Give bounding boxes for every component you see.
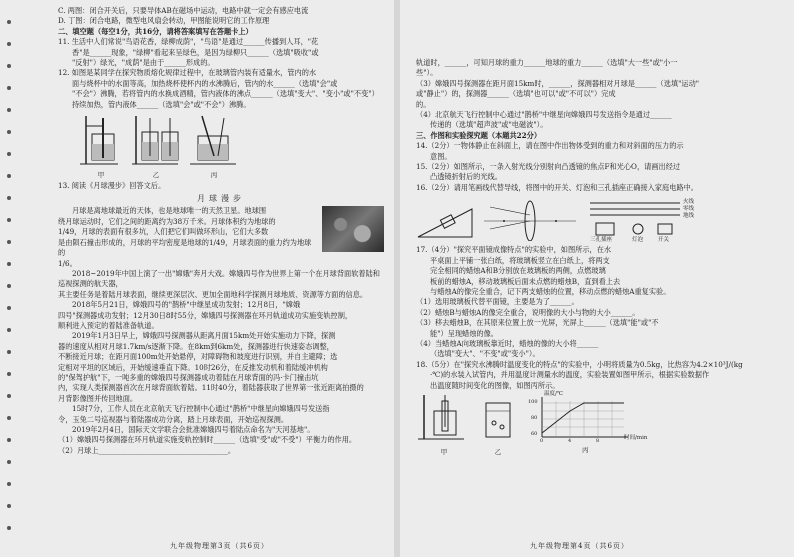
exam-page-right: [400, 0, 794, 557]
option-c: C. 两图：闭合开关后，只要导体AB在磁场中运动，电路中就一定会有感应电流: [58, 6, 309, 15]
figure-jia: [78, 112, 124, 179]
figure-bing-label: 丙: [582, 445, 589, 454]
article-line: 2019年2月4日，国际天文学联合会批准嫦娥四号着陆点命名为"天河基地"。: [72, 425, 315, 434]
article-line: 顺利进入预定的着陆准备轨道。: [58, 320, 159, 330]
q13-cont-line: 的。: [416, 99, 431, 109]
figure-yi-label: 乙: [494, 447, 502, 456]
article-line: 2019年1月3日早上，嫦娥四号探测器从距离月面15km处开始实施动力下降，探测: [72, 331, 336, 341]
article-line: 是由陨石撞击形成的，月球的平均密度是地球的1/49，月球表面的重力约为地球的: [58, 237, 312, 258]
section-2-title: 二、填空题（每空1分，共16分，请将答案填写在答题卡上）: [58, 26, 253, 36]
q14-line: 意图。: [430, 151, 452, 161]
graph-ylabel: 温度/℃: [544, 390, 564, 397]
figure-jia-label: 甲: [97, 171, 105, 180]
graph-xtick: 0: [540, 437, 544, 444]
page-footer-right: 九年级物理第4页（共6页）: [530, 542, 629, 550]
graph-ytick: 60: [531, 430, 538, 437]
article-line: 的"保驾护航"下，一吨多重的嫦娥四号探测器成功着陆在月球背面的冯·卡门撞击坑: [58, 372, 319, 382]
q15-line: 15.（2分）如图所示，一条入射光线分别射向凸透镜的焦点F和光心O，请画出经过: [416, 162, 681, 172]
article-line: 令，玉兔二号巡视器与着陆器成功分离，踏上月球表面，开始巡视探测。: [58, 414, 289, 424]
article-line: 内，实现人类探测器首次在月球背面软着陆。11时40分，着陆器获取了世界第一张近距离拍摄的: [58, 383, 364, 393]
article-line: 1/6。: [58, 258, 77, 268]
q17-line: 与蜡烛A的像完全重合，记下两支蜡烛的位置，移动点燃的蜡烛A重复实验。: [430, 286, 671, 296]
article-line: 其主要任务是着陆月球表面，继续更深层次、更加全面地科学探测月球地质、资源等方面的信息。: [58, 289, 368, 299]
graph-xtick: 4: [568, 437, 572, 444]
graph-ytick: 80: [531, 414, 538, 421]
q13-cont-line: 传递的（选填"超声波"或"电磁波"）。: [430, 120, 548, 130]
q13-cont-line: 或"静止"）的，探测器______（选填"也可以"或"不可以"）完成: [416, 89, 616, 99]
wire-label-live: 火线: [683, 199, 695, 206]
q18-line: 18.（5分）在"探究水沸腾时温度变化的特点"的实验中，小明将质量为0.5kg，比热容为4.2×10³J/(kg: [416, 359, 743, 369]
q18-line: 出温度随时间变化的图像，如图丙所示。: [430, 380, 560, 390]
q17-sub: （3）移去蜡烛B，在其原来位置上放一光屏，光屏上______（选填"能"或"不: [416, 318, 659, 328]
q17-sub: （1）选用玻璃板代替平面镜，主要是为了______。: [416, 297, 579, 307]
q11-line-2: 香"是______现象，"绿柳"看起来呈绿色，是因为绿柳只______（选填"吸收"或: [72, 47, 319, 57]
article-line: 2018年5月21日，嫦娥四号的"鹊桥"中继星成功发射；12月8日，"嫦娥: [72, 300, 301, 310]
q16-line: 16.（2分）请用笔画线代替导线，将图中的开关、灯泡和三孔插座正确接入家庭电路中。: [416, 182, 698, 192]
q13-cont-line: 些"）。: [416, 68, 438, 78]
q17-line: 板前的蜡烛A，移动玻璃板后面未点燃的蜡烛B，直到看上去: [430, 276, 621, 286]
figure-yi-label: 乙: [152, 171, 160, 180]
q12-line-4: 持续加热，管内液体______（选填"会"或"不会"）沸腾。: [72, 99, 251, 109]
option-d: D. 丁图：闭合电路，微型电风扇会转动，甲图能说明它的工作原理: [58, 16, 270, 26]
figure-yi: [130, 112, 182, 179]
exam-page-left: [0, 0, 394, 557]
figure-jia-label: 甲: [440, 447, 448, 456]
wire-label-neutral: 零线: [683, 206, 695, 213]
q18-line: ·℃)的水装入试管内，并用温度计测量水的温度，实验装置如图甲所示，根据实验数据作: [430, 370, 710, 380]
q12-line-1: 12. 如图是某同学在探究物质熔化规律过程中，在玻璃管内装有适量水，管内的水: [58, 68, 317, 78]
q13-sub-1: （1）嫦娥四号探测器在环月轨道实施变轨控制时______（选填"受"或"不受"）平衡力的作用。: [58, 435, 357, 445]
page-footer-left: 九年级物理第3页（共6页）: [170, 542, 269, 550]
q13-sub-2: （2）月球上____________________________________。: [58, 445, 236, 455]
article-line: 月背影像图并传回地面。: [58, 393, 138, 403]
article-line: 定相对平坦的区域后，开始缓速垂直下降。10时26分，在反推发动机和着陆缓冲机构: [58, 362, 328, 372]
boiling-apparatus: [416, 393, 472, 456]
q17-sub: （选填"变大"、"不变"或"变小"）。: [430, 349, 540, 359]
article-line: 绕月球运动时，它们之间的距离约为38万千米。月球体积约为地球的: [58, 216, 276, 226]
q12-line-3: "不会"）沸腾，若将管内的水换成酒精，管内液体的沸点______（选填"变大"、"变小"或"不变"）: [72, 89, 379, 99]
graph-xtick: 8: [596, 437, 600, 444]
temperature-graph: [524, 390, 654, 454]
q17-sub: （2）蜡烛B与蜡烛A的像完全重合，说明像的大小与物的大小______。: [416, 307, 640, 317]
beaker-figure: [480, 393, 516, 456]
q15-line: 凸透镜折射后的光线。: [430, 172, 502, 182]
incline-diagram: [416, 197, 474, 241]
switch-label: 开关: [658, 237, 670, 244]
q12-figures: [78, 112, 384, 179]
article-line: 2018~2019年中国上演了一出"嫦娥"奔月大戏。嫦娥四号作为世界上第一个在月球背面软着陆和巡视探测的航天器，: [58, 268, 380, 289]
q13-line: 13. 阅读《月球漫步》回答文后。: [58, 181, 166, 191]
graph-xlabel: 时间/min: [624, 434, 648, 441]
article-line: 15时7分，工作人员在北京航天飞行控制中心通过"鹊桥"中继星向嫦娥四号发送指: [72, 404, 330, 414]
socket-label: 三孔插座: [590, 237, 613, 244]
article-line: 1/49，月球的表面有很多坑，人们把它们叫做环形山，它们大多数: [58, 227, 269, 237]
q17-line: 17.（4分）"探究平面镜成像特点"的实验中，如图所示，在水: [416, 245, 612, 255]
q11-line-3: "反射"）绿光，"成荫"是由于______形成的。: [72, 58, 215, 68]
q13-cont-line: （3）嫦娥四号探测器在距月面15km时，______，探测器相对月球是______（选填"运动": [416, 78, 700, 88]
moon-surface-photo: [322, 206, 384, 252]
q17-line: 完全相同的蜡烛A和B分别放在玻璃板的两侧，点燃玻璃: [430, 266, 606, 276]
q18-figures: [416, 390, 750, 456]
q14-line: 14.（2分）一物体静止在斜面上，请在图中作出物体受到的重力和对斜面的压力的示: [416, 141, 684, 151]
article-title: 月球漫步: [197, 194, 245, 204]
section-3-title: 三、作图和实验探究题（本题共22分）: [416, 130, 542, 140]
article-line: 月球是离地球最近的天体，也是地球唯一的天然卫星。地球围: [72, 206, 267, 216]
figure-bing: [188, 112, 240, 179]
graph-ytick: 100: [528, 398, 538, 405]
q12-line-2: 面与烧杯中的水面等高，加热烧杯使杯内的水沸腾后，管内的水______（选填"会"或: [72, 78, 338, 88]
article-line: 四号"探测器成功发射；12月30日8时55分，嫦娥四号探测器在环月轨道成功实施变轨控制，: [58, 310, 353, 320]
q13-cont-line: 轨道时，______，可知月球的重力______地球的重力______（选填"大一些"或"小一: [416, 58, 678, 67]
q17-sub: （4）当蜡烛A向玻璃板靠近时，蜡烛的像的大小将______: [416, 338, 599, 348]
wiring-diagram: [586, 197, 706, 244]
article-line: 器的速度从相对月球1.7km/s逐渐下降。在8km到6km处，探测器进行快速姿态调整，: [58, 341, 334, 351]
q13-cont-line: （4）北京航天飞行控制中心通过"鹊桥"中继星向嫦娥四号发送指令是通过______: [416, 110, 672, 120]
article-line: 不断接近月球；在距月面100m处开始悬停，对障碍物和坡度进行识别，并自主避障；选: [58, 352, 338, 362]
wire-label-ground: 地线: [683, 213, 695, 220]
bulb-label: 灯泡: [632, 237, 644, 244]
figure-bing-label: 丙: [210, 171, 218, 180]
q17-sub: 能"）呈现蜡烛的像。: [430, 328, 498, 338]
q14-q16-diagrams: [416, 197, 750, 244]
q17-line: 平桌面上平铺一张白纸，将玻璃板竖立在白纸上，将两支: [430, 255, 610, 265]
binding-holes: [2, 20, 16, 540]
q11-line-1: 11. 生活中人们常说"鸟语花香，绿柳成荫"，"鸟语"是通过______传播到人耳，"花: [58, 37, 319, 47]
lens-diagram: [482, 197, 578, 241]
